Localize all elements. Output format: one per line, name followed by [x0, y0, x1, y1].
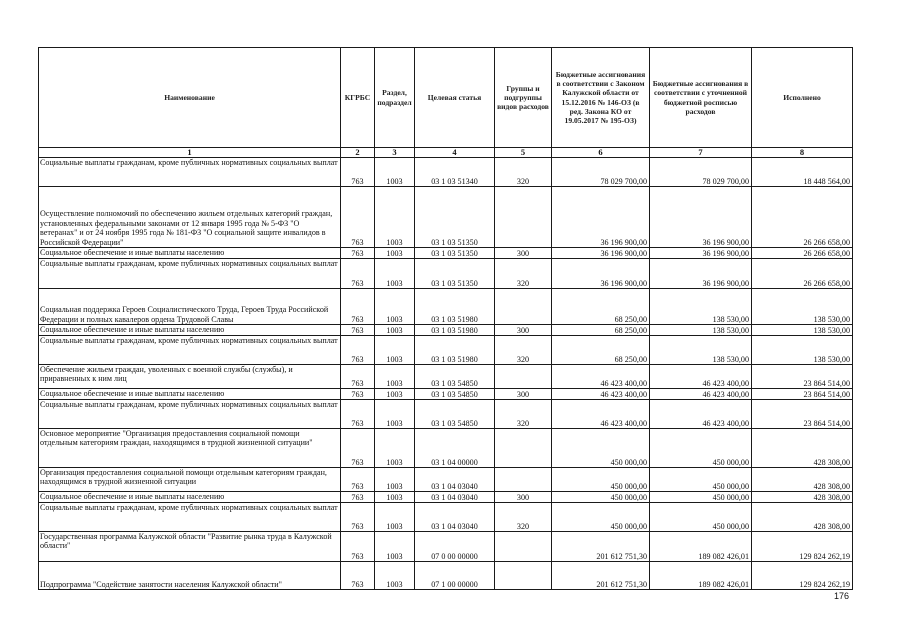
- row-target: 03 1 04 03040: [415, 503, 495, 532]
- row-law: 450 000,00: [552, 468, 650, 492]
- row-executed: 138 530,00: [752, 325, 853, 336]
- row-section: 1003: [375, 532, 415, 562]
- row-target: 03 1 03 51980: [415, 325, 495, 336]
- table-row: [39, 187, 853, 248]
- header-kgrbs: КГРБС: [341, 48, 375, 148]
- row-name: Основное мероприятие "Организация предоставления социальной помощи отдельным категориям граждан, находящимся в трудной жизненной ситуации": [39, 429, 341, 468]
- row-group: [495, 468, 552, 492]
- row-kgrbs: 763: [341, 325, 375, 336]
- row-group: 300: [495, 492, 552, 503]
- row-target: 07 0 00 00000: [415, 532, 495, 562]
- header-executed: Исполнено: [752, 48, 853, 148]
- column-number: 7: [650, 148, 752, 158]
- row-name: Государственная программа Калужской области "Развитие рынка труда в Калужской области": [39, 532, 341, 562]
- row-kgrbs: 763: [341, 503, 375, 532]
- row-law: 201 612 751,30: [552, 562, 650, 590]
- row-law: 68 250,00: [552, 325, 650, 336]
- row-law: 450 000,00: [552, 429, 650, 468]
- row-kgrbs: 763: [341, 187, 375, 248]
- row-budget: 138 530,00: [650, 325, 752, 336]
- row-group: [495, 532, 552, 562]
- table-row: [39, 389, 853, 400]
- table-row: [39, 336, 853, 365]
- row-executed: 428 308,00: [752, 429, 853, 468]
- row-name: Социальное обеспечение и иные выплаты населению: [39, 325, 341, 336]
- row-budget: 189 082 426,01: [650, 562, 752, 590]
- row-group: [495, 365, 552, 389]
- row-budget: 36 196 900,00: [650, 248, 752, 259]
- row-law: 36 196 900,00: [552, 248, 650, 259]
- budget-table-sheet: [38, 47, 852, 590]
- row-kgrbs: 763: [341, 389, 375, 400]
- table-row: [39, 289, 853, 325]
- row-target: 03 1 04 03040: [415, 468, 495, 492]
- table-row: [39, 400, 853, 429]
- column-number: 6: [552, 148, 650, 158]
- row-executed: 428 308,00: [752, 468, 853, 492]
- row-section: 1003: [375, 248, 415, 259]
- row-budget: 450 000,00: [650, 468, 752, 492]
- column-number: 8: [752, 148, 853, 158]
- table-row: [39, 325, 853, 336]
- row-kgrbs: 763: [341, 259, 375, 289]
- row-kgrbs: 763: [341, 336, 375, 365]
- row-kgrbs: 763: [341, 532, 375, 562]
- row-executed: 26 266 658,00: [752, 248, 853, 259]
- row-group: [495, 187, 552, 248]
- row-executed: 26 266 658,00: [752, 259, 853, 289]
- table-body: [39, 158, 853, 590]
- row-law: 46 423 400,00: [552, 389, 650, 400]
- table-row: [39, 158, 853, 187]
- row-section: 1003: [375, 259, 415, 289]
- row-target: 03 1 04 03040: [415, 492, 495, 503]
- row-budget: 36 196 900,00: [650, 187, 752, 248]
- row-name: Осуществление полномочий по обеспечению жильем отдельных категорий граждан, установленных федеральными законами от 12 января 1995 года № 5-ФЗ "О ветеранах" и от 24 ноября 1995 года № 181-ФЗ "О социальной защите инвалидов в Российской Федерации": [39, 187, 341, 248]
- row-budget: 450 000,00: [650, 492, 752, 503]
- table-row: [39, 468, 853, 492]
- table-row: [39, 562, 853, 590]
- row-section: 1003: [375, 503, 415, 532]
- row-law: 68 250,00: [552, 289, 650, 325]
- column-number-row: [39, 148, 853, 158]
- row-group: [495, 289, 552, 325]
- row-target: 03 1 03 51350: [415, 248, 495, 259]
- row-budget: 46 423 400,00: [650, 365, 752, 389]
- row-law: 46 423 400,00: [552, 365, 650, 389]
- row-target: 03 1 03 51340: [415, 158, 495, 187]
- row-name: Подпрограмма "Содействие занятости населения Калужской области": [39, 562, 341, 590]
- table-row: [39, 365, 853, 389]
- row-target: 07 1 00 00000: [415, 562, 495, 590]
- column-number: 2: [341, 148, 375, 158]
- table-row: [39, 248, 853, 259]
- row-target: 03 1 03 51350: [415, 187, 495, 248]
- row-group: 300: [495, 248, 552, 259]
- table-row: [39, 492, 853, 503]
- row-section: 1003: [375, 365, 415, 389]
- row-executed: 26 266 658,00: [752, 187, 853, 248]
- row-section: 1003: [375, 336, 415, 365]
- column-number: 5: [495, 148, 552, 158]
- page-number: 176: [834, 591, 850, 601]
- table-row: [39, 259, 853, 289]
- row-group: 320: [495, 259, 552, 289]
- row-group: 320: [495, 503, 552, 532]
- row-law: 46 423 400,00: [552, 400, 650, 429]
- row-target: 03 1 03 51980: [415, 289, 495, 325]
- row-section: 1003: [375, 429, 415, 468]
- row-executed: 428 308,00: [752, 492, 853, 503]
- row-target: 03 1 03 51350: [415, 259, 495, 289]
- row-law: 68 250,00: [552, 336, 650, 365]
- row-name: Социальные выплаты гражданам, кроме публичных нормативных социальных выплат: [39, 400, 341, 429]
- row-kgrbs: 763: [341, 158, 375, 187]
- row-section: 1003: [375, 389, 415, 400]
- row-law: 36 196 900,00: [552, 187, 650, 248]
- row-name: Социальные выплаты гражданам, кроме публичных нормативных социальных выплат: [39, 503, 341, 532]
- row-budget: 46 423 400,00: [650, 400, 752, 429]
- table-row: [39, 503, 853, 532]
- row-executed: 23 864 514,00: [752, 365, 853, 389]
- header-budget: Бюджетные ассигнования в соответствии с уточненной бюджетной росписью расходов: [650, 48, 752, 148]
- row-name: Организация предоставления социальной помощи отдельным категориям граждан, находящимся в трудной жизненной ситуации: [39, 468, 341, 492]
- row-law: 36 196 900,00: [552, 259, 650, 289]
- row-target: 03 1 04 00000: [415, 429, 495, 468]
- row-executed: 138 530,00: [752, 289, 853, 325]
- row-budget: 189 082 426,01: [650, 532, 752, 562]
- row-kgrbs: 763: [341, 400, 375, 429]
- row-kgrbs: 763: [341, 365, 375, 389]
- column-number: 3: [375, 148, 415, 158]
- row-section: 1003: [375, 289, 415, 325]
- header-row: [39, 48, 853, 148]
- row-section: 1003: [375, 468, 415, 492]
- row-group: [495, 562, 552, 590]
- row-executed: 129 824 262,19: [752, 532, 853, 562]
- row-executed: 428 308,00: [752, 503, 853, 532]
- header-target: Целевая статья: [415, 48, 495, 148]
- row-group: 300: [495, 389, 552, 400]
- column-number: 1: [39, 148, 341, 158]
- row-kgrbs: 763: [341, 289, 375, 325]
- row-target: 03 1 03 54850: [415, 365, 495, 389]
- row-budget: 138 530,00: [650, 289, 752, 325]
- row-executed: 129 824 262,19: [752, 562, 853, 590]
- row-target: 03 1 03 51980: [415, 336, 495, 365]
- row-section: 1003: [375, 158, 415, 187]
- row-kgrbs: 763: [341, 429, 375, 468]
- row-group: 300: [495, 325, 552, 336]
- row-group: [495, 429, 552, 468]
- row-budget: 138 530,00: [650, 336, 752, 365]
- row-executed: 18 448 564,00: [752, 158, 853, 187]
- row-executed: 138 530,00: [752, 336, 853, 365]
- header-name: Наименование: [39, 48, 341, 148]
- row-budget: 36 196 900,00: [650, 259, 752, 289]
- row-kgrbs: 763: [341, 248, 375, 259]
- row-name: Социальные выплаты гражданам, кроме публичных нормативных социальных выплат: [39, 336, 341, 365]
- row-section: 1003: [375, 187, 415, 248]
- row-group: 320: [495, 336, 552, 365]
- row-name: Социальное обеспечение и иные выплаты населению: [39, 248, 341, 259]
- header-law: Бюджетные ассигнования в соответствии с Законом Калужской области от 15.12.2016 № 146-ОЗ (в ред. Закона КО от 19.05.2017 № 195-ОЗ): [552, 48, 650, 148]
- row-name: Социальное обеспечение и иные выплаты населению: [39, 389, 341, 400]
- row-section: 1003: [375, 325, 415, 336]
- row-name: Социальная поддержка Героев Социалистического Труда, Героев Труда Российской Федерации и полных кавалеров ордена Трудовой Славы: [39, 289, 341, 325]
- row-section: 1003: [375, 562, 415, 590]
- row-name: Социальные выплаты гражданам, кроме публичных нормативных социальных выплат: [39, 158, 341, 187]
- row-law: 450 000,00: [552, 492, 650, 503]
- row-budget: 450 000,00: [650, 429, 752, 468]
- budget-table: [38, 47, 853, 590]
- table-row: [39, 532, 853, 562]
- row-executed: 23 864 514,00: [752, 389, 853, 400]
- table-row: [39, 429, 853, 468]
- header-section: Раздел, подраздел: [375, 48, 415, 148]
- row-budget: 78 029 700,00: [650, 158, 752, 187]
- row-executed: 23 864 514,00: [752, 400, 853, 429]
- row-section: 1003: [375, 492, 415, 503]
- row-name: Социальное обеспечение и иные выплаты населению: [39, 492, 341, 503]
- row-kgrbs: 763: [341, 468, 375, 492]
- row-target: 03 1 03 54850: [415, 400, 495, 429]
- row-kgrbs: 763: [341, 492, 375, 503]
- row-group: 320: [495, 158, 552, 187]
- row-law: 450 000,00: [552, 503, 650, 532]
- row-name: Обеспечение жильем граждан, уволенных с военной службы (службы), и приравненных к ним лиц: [39, 365, 341, 389]
- row-budget: 450 000,00: [650, 503, 752, 532]
- column-number: 4: [415, 148, 495, 158]
- row-group: 320: [495, 400, 552, 429]
- row-kgrbs: 763: [341, 562, 375, 590]
- header-group: Группы и подгруппы видов расходов: [495, 48, 552, 148]
- row-law: 201 612 751,30: [552, 532, 650, 562]
- row-law: 78 029 700,00: [552, 158, 650, 187]
- row-section: 1003: [375, 400, 415, 429]
- row-name: Социальные выплаты гражданам, кроме публичных нормативных социальных выплат: [39, 259, 341, 289]
- row-target: 03 1 03 54850: [415, 389, 495, 400]
- row-budget: 46 423 400,00: [650, 389, 752, 400]
